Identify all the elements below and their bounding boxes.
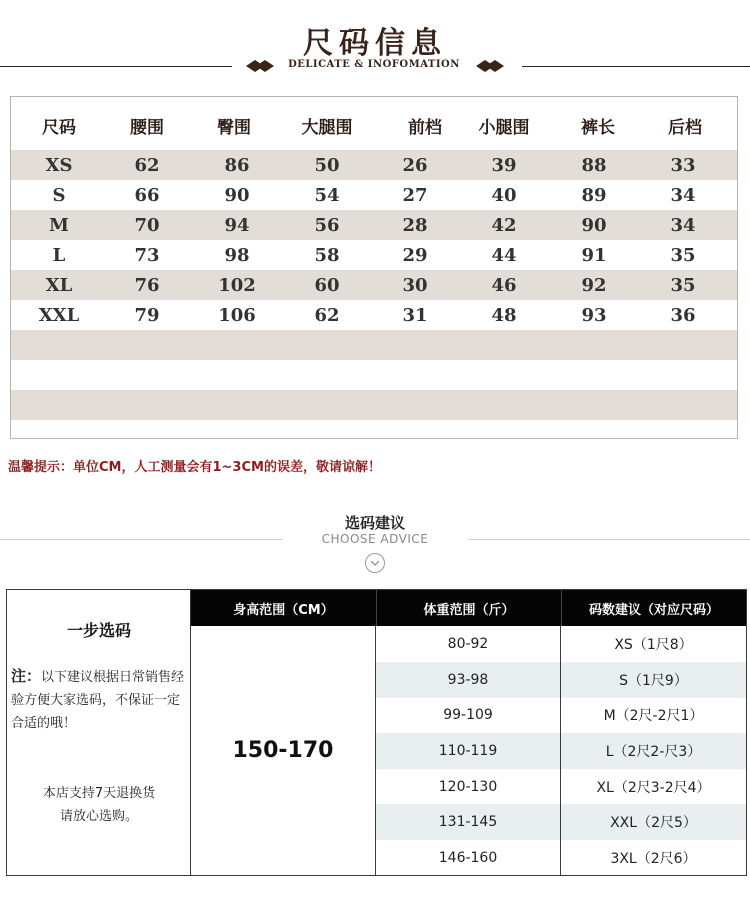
table-row — [11, 300, 737, 330]
table-cell: 40 — [491, 184, 517, 206]
table-cell: 58 — [314, 244, 340, 266]
weight-cell: 99-109 — [376, 697, 561, 733]
table-cell: 93 — [581, 304, 607, 326]
table-cell: 35 — [670, 244, 696, 266]
table-cell: 79 — [134, 304, 160, 326]
advice-panel-title: 一步选码 — [66, 621, 131, 640]
table-cell: 91 — [581, 244, 607, 266]
table-cell: 56 — [314, 214, 340, 236]
weight-cell: 131-145 — [376, 804, 561, 840]
table-row — [376, 733, 746, 769]
size-cell: 3XL（2尺6） — [610, 850, 697, 867]
table-row — [11, 180, 737, 210]
weight-cell: 110-119 — [376, 733, 561, 769]
column-header-size: 码数建议（对应尺码） — [561, 590, 746, 626]
advice-note — [11, 665, 189, 735]
column-header: 后档 — [668, 117, 702, 138]
column-header: 腰围 — [130, 117, 164, 138]
table-cell: 29 — [402, 244, 428, 266]
weight-cell: 120-130 — [376, 769, 561, 805]
table-cell: L — [52, 244, 66, 266]
table-row — [376, 840, 746, 875]
table-cell: 102 — [218, 274, 256, 296]
choose-advice-title: 选码建议 — [344, 514, 405, 532]
table-cell: 98 — [224, 244, 250, 266]
table-cell: M — [49, 214, 69, 236]
size-cell: L（2尺2-尺3） — [605, 744, 702, 760]
size-cell: XXL（2尺5） — [610, 815, 697, 831]
column-header: 小腿围 — [478, 117, 530, 138]
size-cell: XS（1尺8） — [614, 637, 693, 653]
column-header: 裤长 — [581, 117, 615, 138]
height-range-cell: 150-170 — [191, 626, 376, 875]
size-info-subtitle: DELICATE & INOFOMATION — [288, 59, 460, 70]
store-policy-line: 请放心选购。 — [59, 809, 138, 824]
empty-row — [11, 330, 737, 360]
table-cell: 70 — [134, 214, 160, 236]
column-header: 尺码 — [42, 117, 76, 138]
size-info-title: 尺码信息 — [303, 26, 447, 61]
table-cell: XL — [45, 274, 73, 296]
table-cell: 36 — [670, 304, 696, 326]
column-header: 前档 — [408, 117, 442, 138]
size-cell: XL（2尺3-2尺4） — [596, 780, 711, 796]
table-cell: 35 — [670, 274, 696, 296]
table-cell: 90 — [581, 214, 607, 236]
table-cell: XXL — [38, 304, 80, 326]
measurement-note: 温馨提示：单位CM，人工测量会有1~3CM的误差，敬请谅解！ — [8, 460, 381, 475]
advice-info-panel — [7, 590, 191, 875]
column-header-weight: 体重范围（斤） — [376, 590, 561, 626]
table-cell: 89 — [581, 184, 607, 206]
table-row — [11, 240, 737, 270]
table-row — [376, 662, 746, 698]
table-cell: 34 — [670, 214, 696, 236]
diamond-ornament-left — [246, 58, 274, 74]
advice-note-label: 注： — [11, 667, 42, 685]
table-cell: 28 — [402, 214, 428, 236]
chevron-down-icon — [365, 553, 385, 573]
table-cell: 106 — [218, 304, 256, 326]
advice-note-text: 以下建议根据日常销售经验方便大家选码，不保证一定合适的哦！ — [11, 670, 185, 731]
store-return-policy — [7, 782, 191, 828]
size-advice-table — [6, 589, 747, 876]
table-cell: 62 — [134, 154, 160, 176]
table-cell: 54 — [314, 184, 340, 206]
table-row — [376, 804, 746, 840]
table-cell: 73 — [134, 244, 160, 266]
diamond-ornament-right — [476, 58, 504, 74]
weight-cell: 80-92 — [376, 626, 561, 662]
table-cell: S — [52, 184, 66, 206]
table-cell: 34 — [670, 184, 696, 206]
table-row — [376, 697, 746, 733]
table-cell: 44 — [491, 244, 517, 266]
store-policy-line: 本店支持7天退换货 — [42, 786, 156, 801]
weight-cell: 93-98 — [376, 662, 561, 698]
table-cell: 86 — [224, 154, 250, 176]
table-cell: 60 — [314, 274, 340, 296]
column-header-height: 身高范围（CM） — [191, 590, 376, 626]
table-row — [376, 626, 746, 662]
table-cell: 48 — [491, 304, 517, 326]
empty-row — [11, 360, 737, 390]
table-cell: 92 — [581, 274, 607, 296]
table-cell: 88 — [581, 154, 607, 176]
table-cell: 90 — [224, 184, 250, 206]
table-cell: 76 — [134, 274, 160, 296]
size-table-header — [11, 97, 737, 153]
size-table — [10, 96, 738, 439]
table-cell: 30 — [402, 274, 428, 296]
table-cell: 27 — [402, 184, 428, 206]
table-cell: 26 — [402, 154, 428, 176]
table-cell: 31 — [402, 304, 428, 326]
size-cell: M（2尺-2尺1） — [603, 708, 704, 724]
column-header: 大腿围 — [301, 117, 353, 138]
advice-divider-right — [468, 539, 750, 540]
header-divider-right — [522, 66, 750, 67]
header-divider-left — [0, 66, 232, 67]
table-cell: 62 — [314, 304, 340, 326]
table-row — [376, 769, 746, 805]
weight-cell: 146-160 — [376, 840, 561, 875]
empty-row — [11, 390, 737, 420]
table-cell: 50 — [314, 154, 340, 176]
table-cell: 46 — [491, 274, 517, 296]
table-cell: 66 — [134, 184, 160, 206]
table-row — [11, 270, 737, 300]
table-cell: 33 — [670, 154, 696, 176]
table-cell: 39 — [491, 154, 517, 176]
choose-advice-subtitle: CHOOSE ADVICE — [321, 532, 429, 546]
table-cell: 94 — [224, 214, 250, 236]
table-row — [11, 150, 737, 180]
table-cell: XS — [45, 154, 73, 176]
column-header: 臀围 — [217, 117, 251, 138]
size-cell: S（1尺9） — [619, 673, 688, 689]
table-row — [11, 210, 737, 240]
table-cell: 42 — [491, 214, 517, 236]
